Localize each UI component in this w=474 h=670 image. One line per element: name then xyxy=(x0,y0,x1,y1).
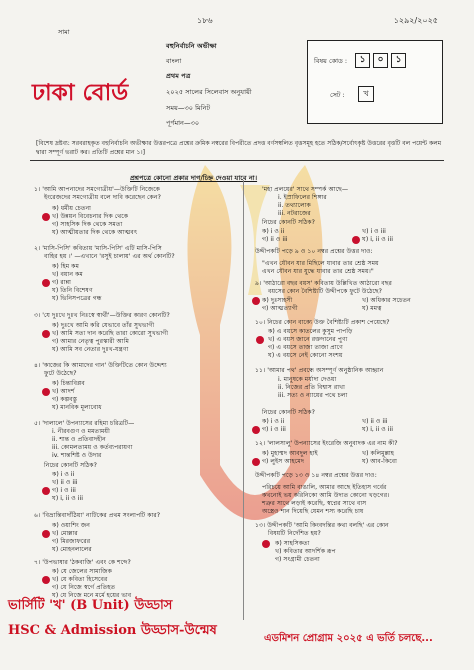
exam-type: বহুনির্বাচনি অভীক্ষা xyxy=(166,42,217,50)
option-line: ক) i ও ii xyxy=(52,471,75,478)
question-line: নিচের কোনটি সঠিক? xyxy=(44,462,97,469)
answer-mark xyxy=(42,330,50,338)
statement-line: ii. নিজের প্রতি বিশ্বাস রাখা xyxy=(278,384,345,391)
option-line: খ) মোল্লার xyxy=(52,530,78,537)
option-line: ঘ) আত্মীয়তার দিক থেকে আত্মবৎ xyxy=(52,229,138,236)
syllabus-line: ২০২৫ সালের সিলেবাস অনুযায়ী xyxy=(166,88,252,96)
answer-mark xyxy=(42,213,50,221)
option-line: খ) ii ও iii xyxy=(362,418,388,425)
question-line: ২। 'মাসি-পিসি' কবিতায় 'মাসি-পিসি' এটি মাসি-পিসি xyxy=(34,245,162,252)
option-line: খ) i ও iii xyxy=(362,228,386,235)
option-line: গ) যে নিজে স্বর্গে প্রতিহত xyxy=(52,584,116,591)
full-marks-line: পূর্ণমান—৩০ xyxy=(166,119,200,127)
section-title: প্রশ্নপত্রে কোনো প্রকার দাগ/চিহ্ন দেওয়া যাবে না। xyxy=(130,174,258,182)
statement-line: ii. শান্ত ও প্রতিবাদহীন xyxy=(52,436,106,443)
statement-line: i. মানুষকে মর্যাদা দেওয়া xyxy=(278,376,337,383)
set-label: সেট : xyxy=(330,91,345,99)
stimulus-heading: উদ্দীপকটি পড়ে ৯ ও ১০ নম্বর প্রশ্নের উত্তর দাও: xyxy=(255,248,373,255)
question-line: বাহির হয় ।' —এখানে 'রসুই চালায়' এর অর্থ কোনটি? xyxy=(44,253,175,260)
footer-line-2: HSC & Admission উড্ডাস-উন্মেষ xyxy=(8,623,217,638)
answer-mark xyxy=(42,279,50,287)
question-line: ৫। 'দালালে' উপন্যাসের রহিমা চরিত্রটি— xyxy=(34,420,135,427)
option-line: ক) ধর্মীয় চেতনা xyxy=(52,205,91,212)
option-line: ক) সাহসিকতা xyxy=(275,540,310,547)
footer-admission-text: এডমিশন প্রোগ্রাম ২০২৫ এ ভর্তি চলছে... xyxy=(264,633,433,644)
stimulus-line: কখনোই ভয় করিনিকো আমি উদ্যত কোনো খড়গের। xyxy=(262,492,390,499)
option-line: খ) অধিকার সচেতন xyxy=(362,297,411,304)
question-line: ১৩। উদ্দীপকটি 'আমি কিংবদন্তির কথা বলছি' এর কোন xyxy=(255,522,389,529)
set-value: খ xyxy=(358,86,374,102)
option-line: ঘ) i, ii ও iii xyxy=(362,426,393,433)
code-digit-1: ১ xyxy=(355,53,370,68)
board-title: ঢাকা বোর্ড xyxy=(32,79,129,106)
option-line: খ) আমি সত্য দান করেছি তারা কোরো সুখভাগী xyxy=(52,330,169,337)
question-line: 'মহা প্রলয়ের' সাথে সম্পর্ক আছে— xyxy=(262,186,349,193)
divider xyxy=(30,160,444,161)
question-line: ৪। 'কাজের কি আমাদের গান' উক্তিটিতে কোন উদ্দেশ্য xyxy=(34,362,167,369)
answer-mark xyxy=(42,487,50,495)
option-line: গ) i ও iii xyxy=(52,487,76,494)
question-line: ১১। 'আমার পথ' প্রবন্ধে অসম্পূর্ণ অনুষ্ঠানিক আহ্বান xyxy=(255,367,384,374)
option-line: খ) কবিতার আদর্শিক রূপ xyxy=(275,548,336,555)
option-line: ক) দুঃসাহসী xyxy=(262,297,293,304)
answer-mark xyxy=(42,388,50,396)
question-line: ৭। 'উপভাষার 'ঠকবাজি' এবং কে শব্দে? xyxy=(34,559,131,566)
stimulus-line: এখন যৌবন যার যুদ্ধে যাবার তার শ্রেষ্ঠ সময়।" xyxy=(262,268,374,275)
option-line: ক) এ বয়সে কাতলের কুসুম পাপড়ি xyxy=(268,328,353,335)
code-digit-2: ০ xyxy=(373,53,388,68)
stimulus-line: অস্ত্রেও শান দিয়েছি যেমন শস্য করেছি চাষ xyxy=(262,508,364,515)
option-line: ক) দুঃখে আমি করি যেভাবে তাঁর সুখভাগী xyxy=(52,322,155,329)
option-line: গ) সংগ্রামী চেতনা xyxy=(275,556,320,563)
option-line: ক) i ও ii xyxy=(262,228,285,235)
statement-line: ii. তথ্যালোক xyxy=(278,202,311,209)
option-line: ঘ) i, ii ও iii xyxy=(362,236,393,243)
question-line: বয়সের কোন বৈশিষ্ট্যটি উদ্দীপকে ফুটে উঠেছে? xyxy=(268,288,382,295)
option-line: ঘ) i, ii ও iii xyxy=(52,495,83,502)
option-line: গ) আত্মত্যাগী xyxy=(262,305,298,312)
page-number: ১৮৬ xyxy=(197,16,213,25)
option-line: খ) বয়ান কম xyxy=(52,271,83,278)
question-line: ৯। 'আঠারো বছর বয়স' কবিতায় উল্লিখিত আঠারো বছর xyxy=(255,280,392,287)
paper-name: প্রথম পত্র xyxy=(166,72,191,80)
subject-code-label: বিষয় কোড : xyxy=(314,57,348,65)
question-line: নিচের কোনটি সঠিক? xyxy=(262,219,315,226)
option-line: ঘ) মোহনলালের xyxy=(52,546,92,553)
statement-line: i. ইস্রাফিলের শিঙ্গার xyxy=(278,194,327,201)
option-line: ক) হিম কম xyxy=(52,263,79,270)
option-line: খ) এ বয়স জানে রক্তদানের পুণ্য xyxy=(268,336,348,343)
option-line: ঘ) আমি সব নেতার দুঃখ-যন্ত্রণা xyxy=(52,346,129,353)
stimulus-line: শত্রুর সাথে লড়াই করেছি, স্বপ্নের সাথে বাস xyxy=(262,500,367,507)
answer-mark xyxy=(256,336,264,344)
option-line: গ) এ বয়সে তাজা তাজা প্রাণে xyxy=(268,344,343,351)
question-line: ৩। 'যে দুঃখে দুঃখ নিঃস্বে স্বার্থী'—উক্তির কারণ কোনটি? xyxy=(34,312,170,319)
answer-mark xyxy=(42,576,50,584)
footer-line-1: ভার্সিটি 'খ' (B Unit) উড্ডাস xyxy=(8,598,173,613)
stimulus-line: পরিচয়ে আমি বাঙালি, আমার আছে ইতিহাস গর্বের xyxy=(262,484,387,491)
page-date: ১২৯২/২০২৫ xyxy=(393,16,438,25)
question-line: ১। 'আমি আপনাদের সমগোত্রীয়'—উক্তিটি নিজেকে xyxy=(34,186,161,193)
option-line: গ) রান্না xyxy=(52,279,71,286)
option-line: ক) চিন্তাবিপ্লব xyxy=(52,380,85,387)
option-line: খ) কলিমুল্লাহ xyxy=(362,450,395,457)
stimulus-line: "এখন যৌবন যার মিছিলে যাবার তার শ্রেষ্ঠ সময় xyxy=(262,260,379,267)
answer-mark xyxy=(42,530,50,538)
question-line: ১০। নিচের কোন বাক্যে উক্ত বৈশিষ্ট্যটি প্রকাশ পেয়েছে? xyxy=(255,319,390,326)
answer-mark xyxy=(252,297,260,305)
option-line: ক) মুহাম্মদ আবদুল হাই xyxy=(262,450,318,457)
option-line: ঘ) তিনি বিশেষণ xyxy=(52,287,93,294)
option-line: ঘ) এ বয়সে নেই কোনো সংশয় xyxy=(268,352,343,359)
answer-mark xyxy=(262,540,270,548)
question-line: ফুটে উঠেছে? xyxy=(44,370,77,377)
question-line: ১২। 'লালসালু' উপন্যাসের ইংরেজি অনুবাদক এর নাম কী? xyxy=(255,440,398,447)
option-line: গ) লুইস আহমেদ xyxy=(262,458,304,465)
option-line: ঘ) মমত্ব xyxy=(362,305,382,312)
statement-line: i. নীরবগুণ ও মমতাময়ী xyxy=(52,428,110,435)
statement-line: iii. নটরাজের xyxy=(278,210,311,217)
footer-brand xyxy=(8,596,217,642)
statement-line: iii. কোমলতাময় ও কর্তব্যপরায়ণা xyxy=(52,444,133,451)
option-line: গ) সাহসিক দিক থেকে সমতা xyxy=(52,221,123,228)
statement-line: iii. সত্য ও ন্যায়ের পথে চলা xyxy=(278,392,348,399)
subject-code-box xyxy=(307,40,443,124)
column-divider xyxy=(243,180,244,620)
statement-line: iv. শান্তশিষ্ট ও উদার xyxy=(52,452,102,459)
option-line: গ) মিরজাফরের xyxy=(52,538,91,545)
subject-name: বাংলা xyxy=(166,57,182,65)
question-line: ৬। 'বিভ্রান্তিবাদাঁঠিয়া' নাটিকের প্রথম সংলাপটি কার? xyxy=(34,512,161,519)
instruction-note: [বিশেষ দ্রষ্টব্য: সরবরাহকৃত বহুনির্বাচনি অভীক্ষার উত্তরপত্রে প্রশ্নের ক্রমিক নম্বরের বিপরীতে প্রদত্ত বর্ণসম্বলিত বৃত্তসমূহ হতে সঠিক/সর্বোৎকৃষ্ট উত্তরের বৃত্তটি বল পয়েন্ট কলম দ্বারা সম্পূর্ণ ভরাট কর। প্রতিটি প্রশ্নের মান ১।] xyxy=(36,140,442,156)
answer-mark xyxy=(252,426,260,434)
time-line: সময়—৩০ মিনিট xyxy=(166,104,211,112)
question-line: বিষয়টি নির্দেশিত হয়? xyxy=(268,530,321,537)
answer-mark xyxy=(252,458,260,466)
answer-mark xyxy=(352,236,360,244)
option-line: গ) কল্পবস্তু xyxy=(52,396,78,403)
option-line: খ) যে কবিতা হিসেবের xyxy=(52,576,108,583)
option-line: খ) ii ও iii xyxy=(52,479,78,486)
question-line: ইংরেজদের সমগোত্রীয় বলে দাবি করেছেন কেন? xyxy=(44,194,161,201)
option-line: ঘ) ভিনিসপত্রের গন্ধ xyxy=(52,295,102,302)
option-line: ঘ) আব-কিবো xyxy=(362,458,397,465)
option-line: ঘ) যে নিজে মনে মর্মে হয়ের ভাব xyxy=(52,592,132,599)
option-line: ক) যে জেলের সামাজিক xyxy=(52,568,113,575)
option-line: খ) উন্নয়ন বিবেচনার দিক থেকে xyxy=(52,213,129,220)
option-line: ক) ওয়াশিং জন xyxy=(52,522,90,529)
stimulus-heading: উদ্দীপকটি পড়ে ১৩ ও ১৪ নম্বর প্রশ্নের উত্তর দাও: xyxy=(255,472,377,479)
option-line: খ) আদর্শ xyxy=(52,388,75,395)
option-line: ক) i ও ii xyxy=(262,418,285,425)
option-line: গ) ii ও iii xyxy=(262,236,288,243)
code-digit-3: ১ xyxy=(391,53,406,68)
option-line: ঘ) মানবিক মূল্যবোধ xyxy=(52,404,102,411)
option-line: গ) আমার নেতৃত্ব পুরস্কারী আমি xyxy=(52,338,129,345)
option-line: গ) i ও iii xyxy=(262,426,286,433)
question-line: নিচের কোনটি সঠিক? xyxy=(262,409,315,416)
header-label: সামা xyxy=(58,28,70,36)
